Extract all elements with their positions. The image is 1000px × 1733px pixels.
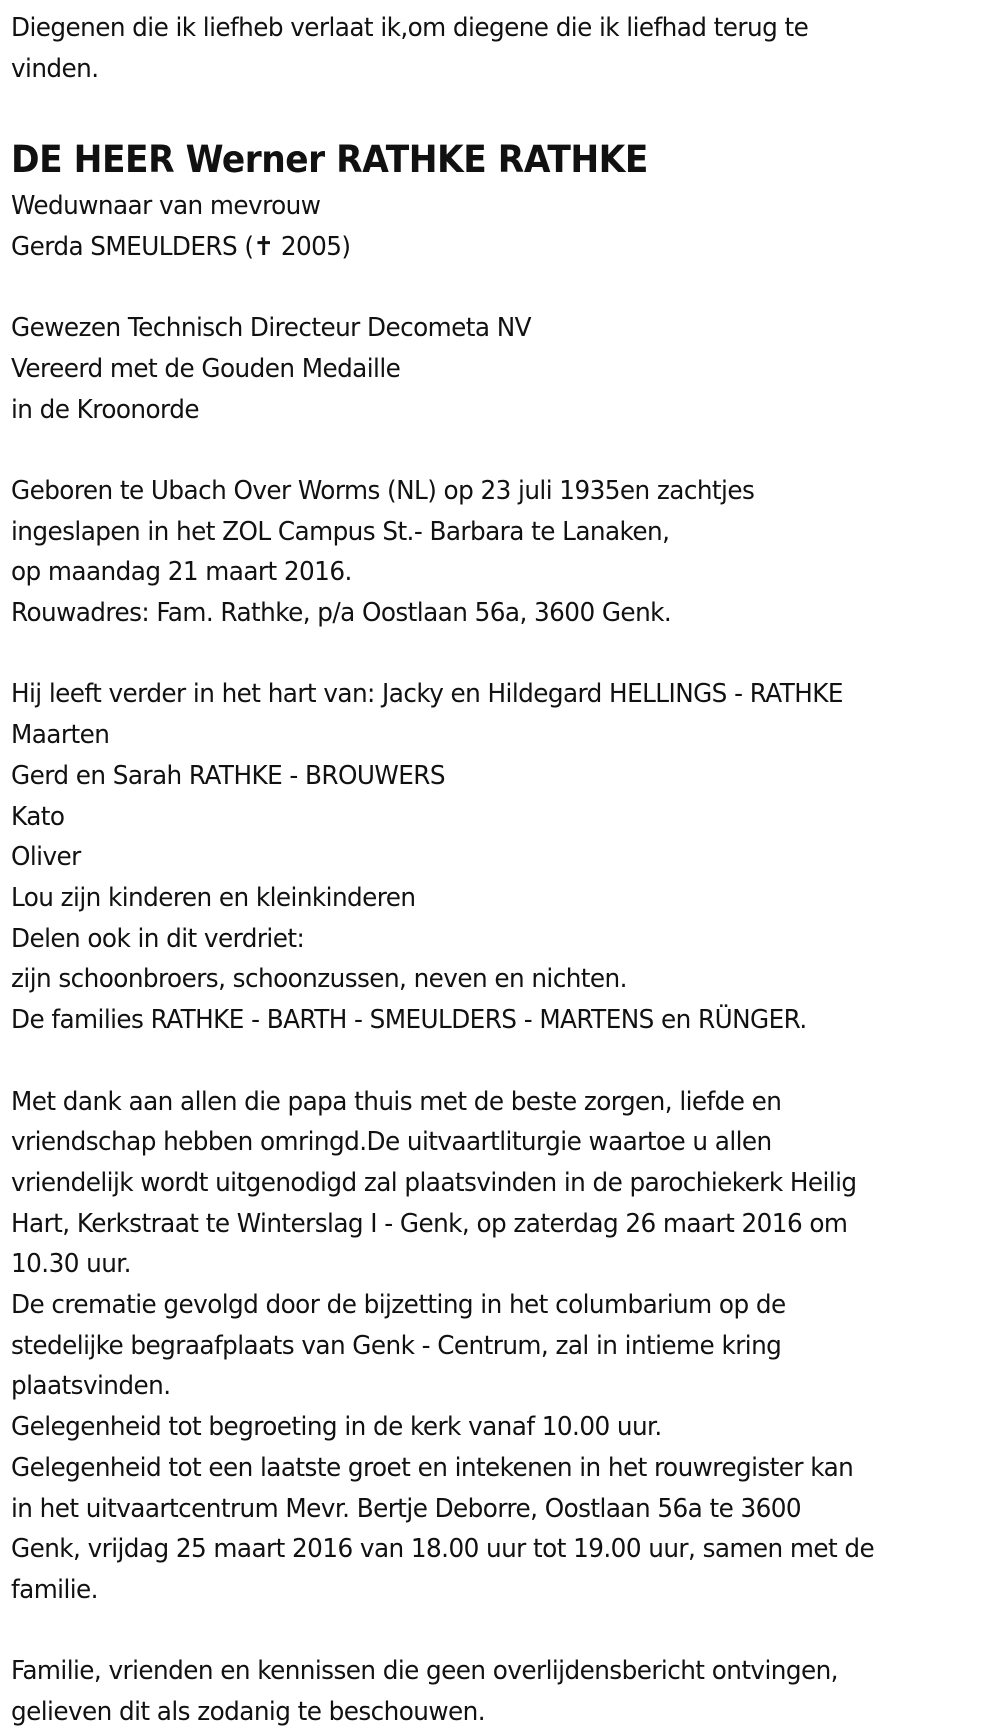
career-info xyxy=(11,308,999,430)
spouse-info xyxy=(11,186,999,267)
ceremony-line: plaatsvinden. xyxy=(11,1371,171,1402)
birth-death-line: Geboren te Ubach Over Worms (NL) op 23 juli 1935en zachtjes xyxy=(11,475,755,506)
spouse-name-line: Gerda SMEULDERS (✝ 2005) xyxy=(11,231,351,262)
ceremony-line: vriendelijk wordt uitgenodigd zal plaatsvinden in de parochiekerk Heilig xyxy=(11,1167,857,1198)
motto-line: vinden. xyxy=(11,53,99,84)
closing-line: Familie, vrienden en kennissen die geen overlijdensbericht ontvingen, xyxy=(11,1656,838,1687)
motto xyxy=(11,8,999,89)
survivor-line: Lou zijn kinderen en kleinkinderen xyxy=(11,883,416,913)
birth-death-info xyxy=(11,471,999,634)
motto-line: Diegenen die ik liefheb verlaat ik,om diegene die ik liefhad terug te xyxy=(11,13,809,43)
spacer xyxy=(11,1041,1000,1082)
birth-death-line: ingeslapen in het ZOL Campus St.- Barbara te Lanaken, xyxy=(11,516,670,547)
birth-death-line: op maandag 21 maart 2016. xyxy=(11,557,352,588)
closing-line: gelieven dit als zodanig te beschouwen. xyxy=(11,1697,486,1728)
ceremony-line: Hart, Kerkstraat te Winterslag I - Genk, op zaterdag 26 maart 2016 om xyxy=(11,1208,848,1239)
ceremony-line: Genk, vrijdag 25 maart 2016 van 18.00 uur tot 19.00 uur, samen met de xyxy=(11,1534,875,1565)
spacer xyxy=(11,430,1000,471)
career-line: in de Kroonorde xyxy=(11,394,199,425)
survivor-line: Delen ook in dit verdriet: xyxy=(11,923,305,954)
deceased-name-title: DE HEER Werner RATHKE RATHKE xyxy=(11,138,648,182)
survivor-line: De families RATHKE - BARTH - SMEULDERS - MARTENS en RÜNGER. xyxy=(11,1005,807,1036)
spacer xyxy=(11,89,1000,130)
ceremony-line: 10.30 uur. xyxy=(11,1249,131,1280)
ceremony-line: familie. xyxy=(11,1574,98,1605)
ceremony-line: Gelegenheid tot een laatste groet en intekenen in het rouwregister kan xyxy=(11,1452,854,1483)
ceremony-line: vriendschap hebben omringd.De uitvaartliturgie waartoe u allen xyxy=(11,1127,772,1158)
career-line: Gewezen Technisch Directeur Decometa NV xyxy=(11,313,531,344)
spacer xyxy=(11,1611,1000,1652)
spacer xyxy=(11,634,1000,675)
survivor-line: Hij leeft verder in het hart van: Jacky en Hildegard HELLINGS - RATHKE xyxy=(11,679,843,710)
survivor-line: Kato xyxy=(11,801,65,832)
career-line: Vereerd met de Gouden Medaille xyxy=(11,353,401,384)
address-line: Rouwadres: Fam. Rathke, p/a Oostlaan 56a, 3600 Genk. xyxy=(11,598,672,629)
survivor-line: zijn schoonbroers, schoonzussen, neven en nichten. xyxy=(11,964,627,995)
ceremony-line: Gelegenheid tot begroeting in de kerk vanaf 10.00 uur. xyxy=(11,1412,662,1443)
closing-note xyxy=(11,1651,999,1732)
survivor-line: Oliver xyxy=(11,842,81,873)
ceremony-line: in het uitvaartcentrum Mevr. Bertje Deborre, Oostlaan 56a te 3600 xyxy=(11,1493,802,1524)
spacer xyxy=(11,268,1000,309)
spouse-line: Weduwnaar van mevrouw xyxy=(11,191,321,222)
survivor-line: Gerd en Sarah RATHKE - BROUWERS xyxy=(11,760,445,791)
ceremony-line: De crematie gevolgd door de bijzetting in het columbarium op de xyxy=(11,1290,786,1321)
survivor-line: Maarten xyxy=(11,720,110,751)
survivors-list xyxy=(11,674,999,1040)
ceremony-line: stedelijke begraafplaats van Genk - Centrum, zal in intieme kring xyxy=(11,1330,782,1361)
ceremony-info xyxy=(11,1082,999,1611)
ceremony-line: Met dank aan allen die papa thuis met de beste zorgen, liefde en xyxy=(11,1086,782,1117)
